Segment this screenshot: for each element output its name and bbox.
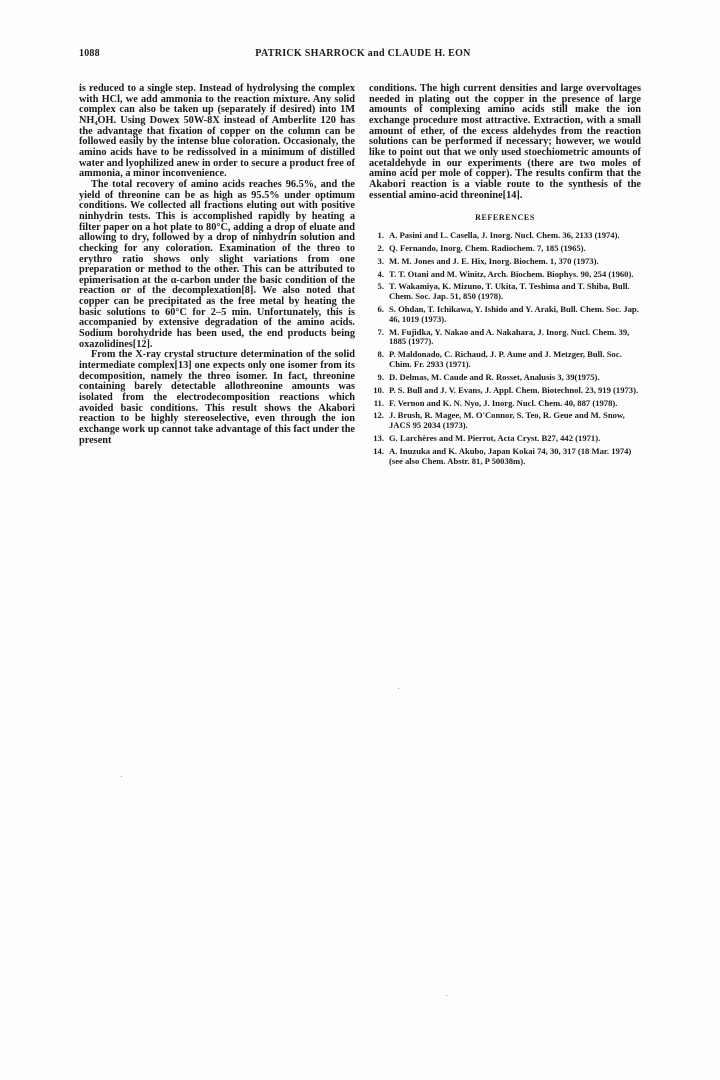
reference-text: P. Maldonado, C. Richaud, J. P. Aune and J. Metzger, Bull. Soc. Chim. Fr. 2933 (1971).	[389, 349, 622, 369]
reference-item	[369, 282, 641, 301]
body-paragraph-continued: conditions. The high current densities and large overvoltages needed in plating out the copper in the presence of large amounts of complexing amino acids still make the ion exchange procedure most attractive. Extraction, with a small amount of ether, of the excess aldehydes from the reaction solutions can be performed if necessary; however, we would like to point out that we only used stoechiometric amounts of acetaldehyde in our experiments (there are two moles of amino acid per mole of copper). The results confirm that the Akabori reaction is a viable route to the synthesis of the essential amino-acid threonine[14].	[369, 83, 641, 201]
reference-item	[369, 386, 641, 396]
reference-number: 9.	[377, 371, 384, 382]
reference-text: M. Fujidka, Y. Nakao and A. Nakahara, J. Inorg. Nucl. Chem. 39, 1885 (1977).	[389, 326, 630, 347]
reference-text: A. Pasini and L. Casella, J. Inorg. Nucl. Chem. 36, 2133 (1974).	[389, 229, 620, 240]
reference-text: M. M. Jones and J. E. Hix, Inorg. Biochem. 1, 370 (1973).	[389, 255, 599, 266]
reference-text: D. Delmas, M. Caude and R. Rosset, Analusis 3, 39(1975).	[389, 371, 600, 382]
reference-number: 13.	[373, 433, 384, 444]
reference-text: P. S. Bull and J. V. Evans, J. Appl. Chem. Biotechnol. 23, 919 (1973).	[389, 384, 639, 395]
reference-number: 5.	[377, 281, 384, 292]
reference-text: S. Ohdan, T. Ichikawa, Y. Ishido and Y. Araki, Bull. Chem. Soc. Jap. 46, 1019 (1973).	[389, 304, 639, 324]
reference-number: 2.	[377, 242, 384, 253]
scan-speck	[446, 995, 447, 996]
reference-number: 1.	[377, 229, 384, 240]
scan-speck	[398, 688, 399, 689]
reference-item	[369, 411, 641, 430]
reference-text: T. Wakamiya, K. Mizuno, T. Ukita, T. Teshima and T. Shiba, Bull. Chem. Soc. Jap. 51, 850 (1978).	[389, 281, 630, 302]
reference-item	[369, 350, 641, 369]
reference-text: A. Inuzuka and K. Akubo, Japan Kokai 74, 30, 317 (18 Mar. 1974) (see also Chem. Abstr. 81, P 50038m).	[389, 445, 632, 466]
left-column	[79, 84, 355, 446]
reference-number: 11.	[373, 397, 384, 408]
reference-number: 12.	[373, 410, 384, 421]
body-paragraph-1: is reduced to a single step. Instead of hydrolysing the complex with HCl, we add ammonia to the reaction mixture. Any solid complex can also be taken up (separately if desired) into 1M NH₄OH. Using Dowex 50W-8X instead of Amberlite 120 has the advantage that fixation of copper on the column can be followed easily by the intense blue coloration. Occasionaly, the amino acids have to be redissolved in a minimum of distilled water and lyophilized anew in order to secure a product free of ammonia, a minor inconvenience.	[79, 83, 355, 180]
reference-item	[369, 305, 641, 324]
running-head: PATRICK SHARROCK and CLAUDE H. EON	[255, 48, 471, 59]
reference-item	[369, 270, 641, 280]
reference-number: 6.	[377, 304, 384, 315]
reference-number: 7.	[377, 326, 384, 337]
reference-item	[369, 231, 641, 241]
reference-item	[369, 399, 641, 409]
reference-item	[369, 328, 641, 347]
reference-item	[369, 244, 641, 254]
right-column	[369, 84, 641, 470]
body-paragraph-3: From the X-ray crystal structure determination of the solid intermediate complex[13] one expects only one isomer from its decomposition, namely the threo isomer. In fact, threonine containing barely detectable allothreonine amounts was isolated from the electrodecomposition reactions which avoided basic conditions. This result shows the Akabori reaction to be highly stereoselective, even through the ion exchange work up cannot take advantage of this fact under the present	[79, 349, 355, 446]
reference-list	[369, 231, 641, 467]
scan-speck	[121, 776, 122, 777]
reference-item	[369, 257, 641, 267]
reference-text: G. Larchères and M. Pierrot, Acta Cryst. B27, 442 (1971).	[389, 433, 601, 444]
page-header	[79, 48, 647, 62]
reference-text: J. Brush, R. Magee, M. O'Connor, S. Teo, R. Geue and M. Snow, JACS 95 2034 (1973).	[389, 410, 625, 431]
references-heading: REFERENCES	[475, 213, 535, 223]
reference-number: 4.	[377, 268, 384, 279]
reference-number: 14.	[373, 445, 384, 456]
reference-item	[369, 434, 641, 444]
reference-item	[369, 447, 641, 466]
reference-number: 10.	[373, 384, 384, 395]
page-number: 1088	[79, 48, 100, 59]
body-paragraph-2: The total recovery of amino acids reaches 96.5%, and the yield of threonine can be as high as 95.5% under optimum conditions. We collected all fractions eluting out with positive ninhydrin tests. This is accomplished rapidly by heating a filter paper on a hot plate to 80°C, adding a drop of eluate and allowing to dry, followed by a drop of ninhydrin solution and checking for any coloration. Examination of the threo to erythro ratio shows only slight variations from one preparation or method to the other. This can be attributed to epimerisation at the α-carbon under the basic condition of the reaction or of the decomplexation[8]. We also noted that copper can be precipitated as the free metal by heating the basic solutions to 60°C for 2–5 min. Unfortunately, this is accompanied by extensive degradation of the amino acids. Sodium borohydride has been used, the end products being oxazolidines[12].	[79, 178, 355, 350]
reference-item	[369, 373, 641, 383]
reference-text: F. Vernon and K. N. Nyo, J. Inorg. Nucl. Chem. 40, 887 (1978).	[389, 397, 618, 408]
reference-number: 8.	[377, 349, 384, 360]
reference-text: Q. Fernando, Inorg. Chem. Radiochem. 7, 185 (1965).	[389, 242, 586, 253]
reference-text: T. T. Otani and M. Winitz, Arch. Biochem. Biophys. 90, 254 (1960).	[389, 268, 634, 279]
reference-number: 3.	[377, 255, 384, 266]
